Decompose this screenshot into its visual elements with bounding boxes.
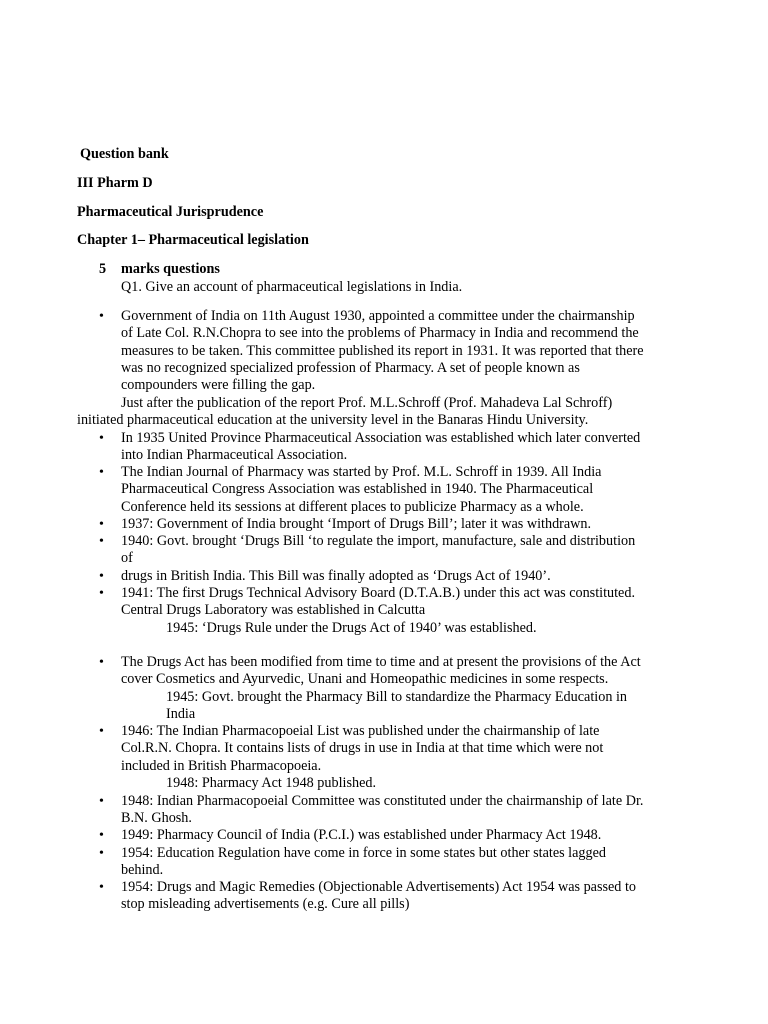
bullet-item (99, 654, 641, 689)
text-line: 1945: Govt. brought the Pharmacy Bill to standardize the Pharmacy Education in (166, 689, 627, 705)
bullet-icon: • (99, 309, 104, 324)
text-line: Central Drugs Laboratory was established in Calcutta (121, 602, 426, 619)
text-line: stop misleading advertisements (e.g. Cure all pills) (121, 896, 410, 913)
text-line: behind. (121, 862, 164, 879)
text-line: was no recognized specialized profession of Pharmacy. A set of people known as (121, 359, 580, 376)
bullet-item (99, 308, 644, 394)
text-line: Conference held its sessions at different places to publicize Pharmacy as a whole. (121, 498, 584, 515)
text-line: B.N. Ghosh. (121, 810, 192, 827)
indented-entry (166, 689, 627, 724)
bullet-item (99, 464, 602, 516)
bullet-item (99, 585, 635, 620)
bullet-item (99, 568, 551, 585)
bullet-item (99, 827, 602, 844)
bullet-icon: • (99, 517, 104, 532)
text-line: 1940: Govt. brought ‘Drugs Bill ‘to regulate the import, manufacture, sale and distribution (121, 533, 636, 549)
subject-heading: Pharmaceutical Jurisprudence (77, 204, 264, 220)
question-text: Q1. Give an account of pharmaceutical legislations in India. (121, 279, 463, 295)
text-line: 1948: Pharmacy Act 1948 published. (166, 775, 377, 791)
text-line: 1946: The Indian Pharmacopoeial List was published under the chairmanship of late (121, 723, 600, 739)
text-line: measures to be taken. This committee published its report in 1931. It was reported that there (121, 342, 644, 359)
bullet-item (99, 793, 644, 828)
text-line: In 1935 United Province Pharmaceutical Association was established which later converted (121, 430, 641, 446)
text-line: compounders were filling the gap. (121, 377, 316, 394)
bullet-icon: • (99, 534, 104, 549)
bullet-item (99, 723, 604, 775)
bullet-item (99, 516, 592, 533)
bullet-icon: • (99, 431, 104, 446)
text-line: into Indian Pharmaceutical Association. (121, 447, 348, 464)
text-line: Pharmaceutical Congress Association was established in 1940. The Pharmaceutical (121, 481, 594, 498)
year-heading: III Pharm D (77, 175, 153, 191)
indented-entry (166, 775, 376, 792)
text-line: of (121, 550, 133, 567)
text-line: 1954: Drugs and Magic Remedies (Objectionable Advertisements) Act 1954 was passed to (121, 879, 636, 895)
text-line: included in British Pharmacopoeia. (121, 757, 322, 774)
indented-entry (166, 620, 537, 637)
bullet-icon: • (99, 846, 104, 861)
bullet-icon: • (99, 465, 104, 480)
text-line: Government of India on 11th August 1930, appointed a committee under the chairmanship (121, 308, 635, 324)
text-line: 1954: Education Regulation have come in force in some states but other states lagged (121, 845, 607, 861)
text-line: Just after the publication of the report Prof. M.L.Schroff (Prof. Mahadeva Lal Schroff) (121, 395, 613, 411)
bullet-icon: • (99, 724, 104, 739)
bullet-icon: • (99, 828, 104, 843)
bullet-item (99, 430, 641, 465)
text-line: India (166, 706, 196, 723)
text-line: The Drugs Act has been modified from time to time and at present the provisions of the Act (121, 654, 641, 670)
text-line: 1937: Government of India brought ‘Import of Drugs Bill’; later it was withdrawn. (121, 516, 592, 532)
bullet-icon: • (99, 655, 104, 670)
question-bank-heading: Question bank (80, 146, 169, 162)
text-line: The Indian Journal of Pharmacy was started by Prof. M.L. Schroff in 1939. All India (121, 464, 602, 480)
marks-label: marks questions (121, 261, 220, 277)
text-line: initiated pharmaceutical education at the university level in the Banaras Hindu University. (77, 412, 589, 428)
text-line: drugs in British India. This Bill was finally adopted as ‘Drugs Act of 1940’. (121, 568, 551, 584)
bullet-icon: • (99, 880, 104, 895)
bullet-item (99, 845, 607, 880)
text-line: of Late Col. R.N.Chopra to see into the problems of Pharmacy in India and recommend the (121, 325, 639, 342)
bullet-icon: • (99, 586, 104, 601)
text-line: 1945: ‘Drugs Rule under the Drugs Act of 1940’ was established. (166, 620, 537, 636)
text-line: 1948: Indian Pharmacopoeial Committee was constituted under the chairmanship of late Dr. (121, 793, 644, 809)
text-line: 1949: Pharmacy Council of India (P.C.I.) was established under Pharmacy Act 1948. (121, 827, 602, 843)
paragraph (121, 395, 612, 412)
bullet-item (99, 879, 636, 914)
bullet-icon: • (99, 794, 104, 809)
chapter-heading: Chapter 1– Pharmaceutical legislation (77, 232, 309, 248)
text-line: 1941: The first Drugs Technical Advisory Board (D.T.A.B.) under this act was constituted. (121, 585, 635, 601)
text-line: Col.R.N. Chopra. It contains lists of drugs in use in India at that time which were not (121, 740, 604, 757)
marks-number: 5 (99, 261, 107, 277)
bullet-item (99, 533, 636, 568)
text-line: cover Cosmetics and Ayurvedic, Unani and Homeopathic medicines in some respects. (121, 671, 609, 688)
paragraph-continuation (77, 412, 588, 429)
bullet-icon: • (99, 569, 104, 584)
